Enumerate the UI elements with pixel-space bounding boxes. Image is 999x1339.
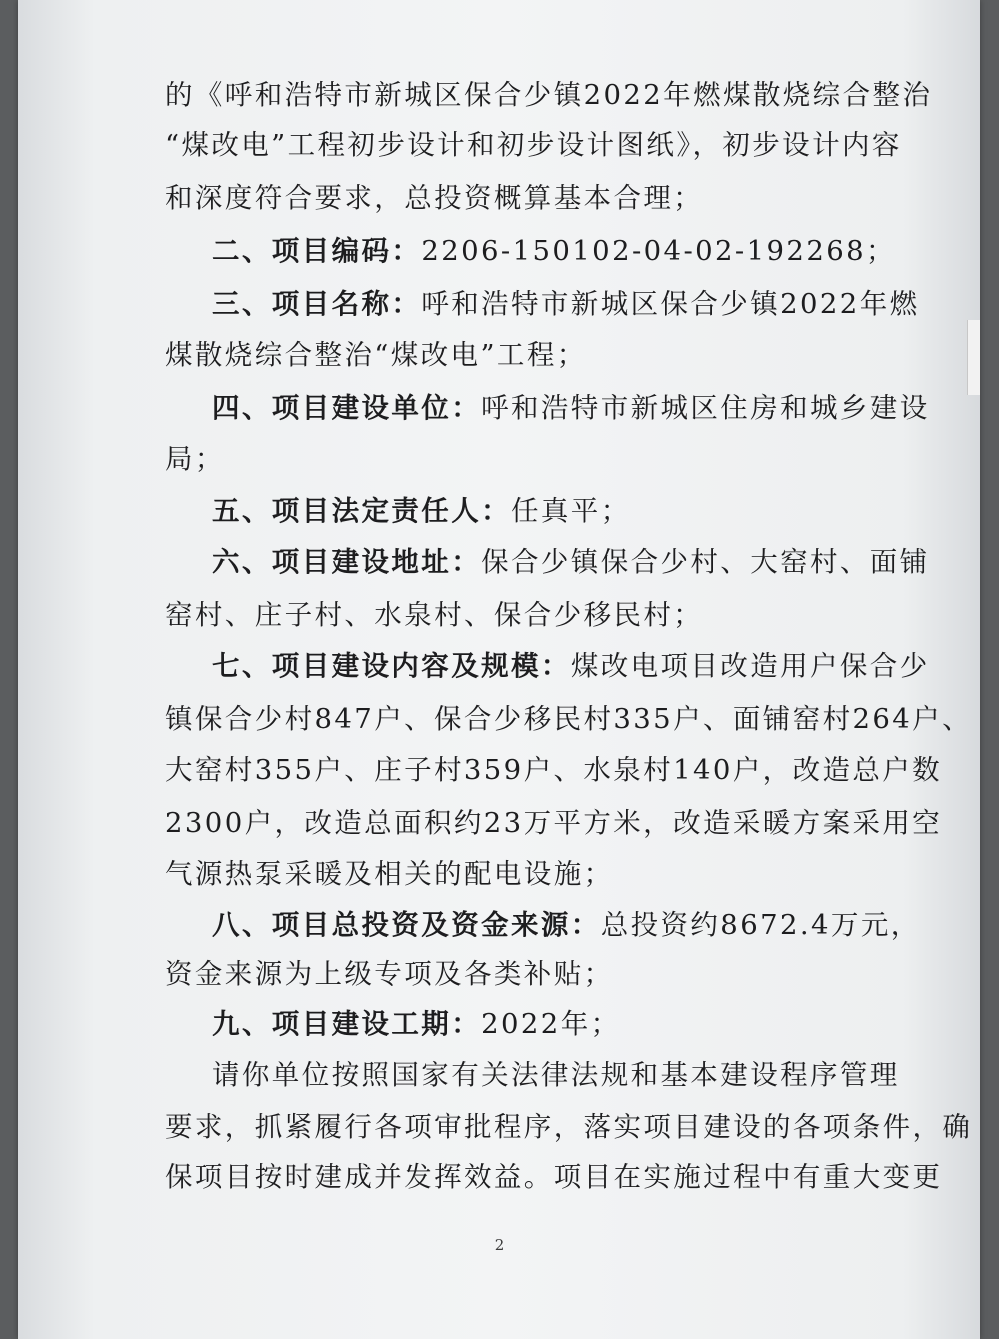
body-line-16: 气源热泵采暖及相关的配电设施；: [165, 858, 614, 890]
body-line-22: 保项目按时建成并发挥效益。项目在实施过程中有重大变更: [165, 1161, 943, 1193]
body-line-15: 2300户，改造总面积约23万平方米，改造采暖方案采用空: [165, 807, 943, 839]
item-label: 五、项目法定责任人：: [212, 495, 511, 527]
body-line-11: 窑村、庄子村、水泉村、保合少移民村；: [165, 599, 704, 631]
item-construction-period: [212, 1005, 845, 1043]
item-project-name: [212, 285, 920, 323]
item-value: 呼和浩特市新城区住房和城乡建设: [481, 392, 930, 424]
item-label: 三、项目名称：: [212, 288, 422, 320]
body-line-13: 镇保合少村847户、保合少移民村335户、面铺窑村264户、: [165, 703, 972, 735]
body-line-14: 大窑村355户、庄子村359户、水泉村140户，改造总户数: [165, 754, 943, 786]
item-value: 煤改电项目改造用户保合少: [570, 650, 930, 682]
item-investment: [212, 906, 921, 944]
page-edge-strip: [967, 320, 980, 395]
item-label: 九、项目建设工期：: [212, 1008, 482, 1040]
item-value: 保合少镇保合少村、大窑村、面铺: [481, 546, 930, 578]
item-project-code: [212, 232, 896, 270]
item-value: 呼和浩特市新城区保合少镇2022年燃: [421, 288, 920, 320]
item-label: 八、项目总投资及资金来源：: [212, 909, 601, 941]
item-value: 总投资约8672.4万元，: [600, 909, 921, 941]
body-line-1: 的《呼和浩特市新城区保合少镇2022年燃煤散烧综合整治: [165, 79, 933, 111]
item-label: 四、项目建设单位：: [212, 392, 482, 424]
item-label: 二、项目编码：: [212, 235, 422, 267]
body-line-20: 请你单位按照国家有关法律法规和基本建设程序管理: [212, 1059, 900, 1091]
page-number: 2: [494, 1236, 505, 1254]
body-line-8: 局；: [165, 443, 225, 475]
item-value: 任真平；: [511, 495, 631, 527]
item-label: 七、项目建设内容及规模：: [212, 650, 571, 682]
body-line-6: 煤散烧综合整治“煤改电”工程；: [165, 339, 587, 371]
item-construction-scope: [212, 647, 930, 685]
item-project-address: [212, 543, 930, 581]
item-value: 2022年；: [481, 1008, 621, 1040]
item-label: 六、项目建设地址：: [212, 546, 482, 578]
body-line-18: 资金来源为上级专项及各类补贴；: [165, 958, 614, 990]
item-value: 2206-150102-04-02-192268；: [421, 235, 896, 267]
item-construction-unit: [212, 389, 930, 427]
item-legal-person: [212, 492, 845, 530]
body-line-2: “煤改电”工程初步设计和初步设计图纸》，初步设计内容: [165, 129, 902, 161]
body-line-3: 和深度符合要求，总投资概算基本合理；: [165, 182, 704, 214]
body-line-21: 要求，抓紧履行各项审批程序，落实项目建设的各项条件，确: [165, 1111, 973, 1143]
